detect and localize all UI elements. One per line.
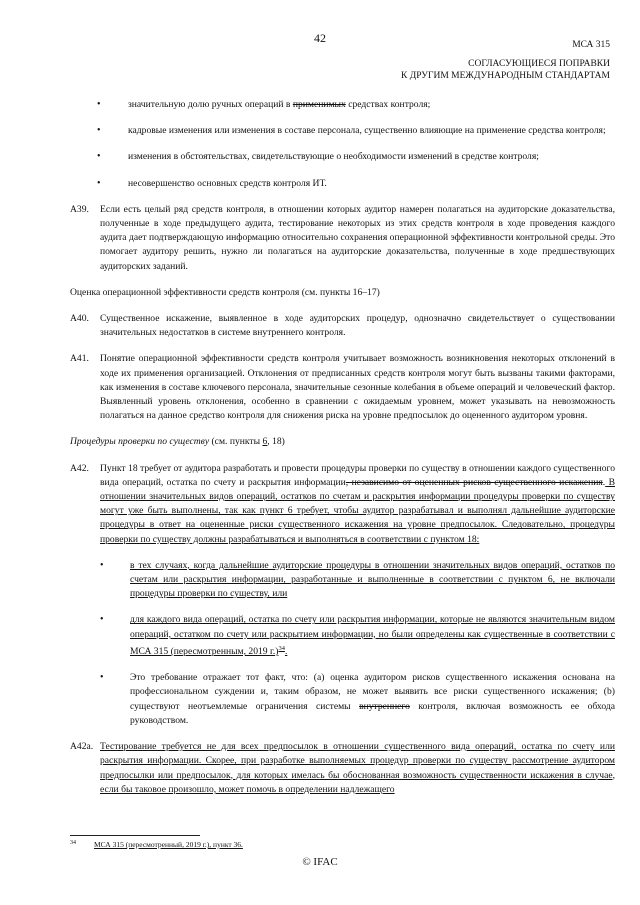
- section-heading: Оценка операционной эффективности средств контроля (см. пункты 16–17): [70, 286, 380, 298]
- paragraph-label: A39.: [70, 203, 89, 215]
- paragraph-ref: 6: [262, 436, 268, 448]
- footnote: $^{34}$ МСА 315 (пересмотренный, 2019 г.), пункт 36.: [70, 840, 243, 849]
- footnote-marker: 34: [70, 840, 76, 846]
- paragraph-a41: A41. Понятие операционной эффективности средств контроля учитывает возможность возникновения некоторых отклонений в ходе их применения организацией. Отклонения от предписанных средств контроля могут быть вызваны такими факторами, как изменения в составе ключевого персонала, значительные сезонные колебания в объеме операций и человеческий фактор. Выявленный уровень отклонения, особенно в сравнении с ожидаемым уровнем, может указывать на невозможность полагаться на данное средство контроля для снижения риска на уровне предпосылок до оцененного аудитором уровня.: [70, 353, 615, 422]
- paragraph-a42: A42. Пункт 18 требует от аудитора разработать и провести процедуры проверки по существу в отношении каждого существенного вида операций, остатка по счету и раскрытия информации, независимо от оцененных рисков существенного искажения. В отношении значительных видов операций, остатков по счетам и раскрытия информации процедуры проверки по существу могут уже быть выполнены, так как пункт 6 требует, чтобы аудитор разрабатывал и выполнял дальнейшие аудиторские процедуры в ответ на оцененные риски существенного искажения на уровне предпосылок. Следовательно, процедуры проверки по существу должны разрабатываться и выполняться в соответствии с пунктом 18:: [70, 462, 615, 545]
- page-number: 42: [314, 31, 326, 45]
- sub-bullet: • для каждого вида операций, остатка по счету или раскрытия информации, которые не являются значительным видом операций, остатком по счету или раскрытием информации, но были определены как существенные в соответствии с МСА 315 (пересмотренным, 2019 г.)$^{34}$.: [100, 613, 615, 659]
- paragraph-label: A40.: [70, 313, 89, 325]
- running-header: [401, 58, 610, 82]
- bullet-item: • кадровые изменения или изменения в составе персонала, существенно влияющие на применение средства контроля;: [70, 124, 615, 138]
- bullet-item: • несовершенство основных средств контроля ИТ.: [70, 177, 615, 191]
- inserted-text: В отношении значительных видов операций, остатков по счетам и раскрытия информации процедуры проверки по существу могут уже быть выполнены, так как пункт 6 требует, чтобы аудитор разрабатывал и выполнял дальнейшие аудиторские процедуры в ответ на оцененные риски существенного искажения на уровне предпосылок. Следовательно, процедуры проверки по существу должны разрабатываться и выполняться в соответствии с пунктом 18:: [100, 476, 615, 545]
- paragraph-a39: A39. Если есть целый ряд средств контроля, в отношении которых аудитор намерен полагаться на аудиторские доказательства, полученные в ходе предыдущего аудита, тестирование некоторых из этих средств контроля в ходе проведения каждого аудита дает подтверждающую информацию относительно сохранения операционной эффективности контрольной среды. Это помогает аудитору решить, нужно ли полагаться на аудиторские доказательства, полученные в ходе предшествующих аудиторских заданий.: [70, 203, 615, 272]
- bullet-item: • значительную долю ручных операций в применимых средствах контроля;: [70, 98, 615, 112]
- sub-bullet: • Это требование отражает тот факт, что: (а) оценка аудитором рисков существенного искажения основана на профессиональном суждении и, таким образом, не может выявить все риски существенного искажения; (b) существуют неотъемлемые ограничения системы внутреннего контроля, включая возможность ее обхода руководством.: [100, 671, 615, 728]
- header-line-1: СОГЛАСУЮЩИЕСЯ ПОПРАВКИ: [468, 59, 610, 69]
- document-body: [70, 98, 615, 809]
- footnote-divider: [70, 835, 200, 836]
- struck-text: применимых: [292, 99, 346, 110]
- paragraph-label: A42.: [70, 462, 89, 474]
- section-heading-substantive: Процедуры проверки по существу (см. пункты 6, 18): [70, 436, 285, 448]
- paragraph-label: A42a.: [70, 741, 94, 753]
- footer-copyright: © IFAC: [302, 856, 338, 868]
- paragraph-a42a: A42a. Тестирование требуется не для всех предпосылок в отношении существенного вида операций, остатка по счету или раскрытия информации. Скорее, при разработке выполняемых процедур проверки по существу рассмотрение аудитором предпосылки или предпосылок, для которых имелась бы обоснованная возможность существенности искажения в случае, если бы таковое произошло, может помочь в определении надлежащего: [70, 741, 615, 795]
- struck-text: , независимо от оцененных рисков существенного искажения: [345, 476, 603, 488]
- sub-bullet: • в тех случаях, когда дальнейшие аудиторские процедуры в отношении значительных видов операций, остатков по счетам или раскрытия информации, разработанные и выполненные в соответствии с пунктом 6, не включали процедуры проверки по существу, или: [100, 559, 615, 602]
- bullet-item: • изменения в обстоятельствах, свидетельствующие о необходимости изменений в средстве контроля;: [70, 150, 615, 164]
- paragraph-label: A41.: [70, 353, 89, 365]
- footnote-ref: 34: [278, 644, 285, 652]
- standard-code: МСА 315: [572, 40, 610, 50]
- struck-text: внутреннего: [359, 700, 410, 712]
- header-line-2: К ДРУГИМ МЕЖДУНАРОДНЫМ СТАНДАРТАМ: [401, 71, 610, 81]
- paragraph-a40: A40. Существенное искажение, выявленное в ходе аудиторских процедур, однозначно свидетельствует о существовании значительных недостатков в системе внутреннего контроля.: [70, 313, 615, 339]
